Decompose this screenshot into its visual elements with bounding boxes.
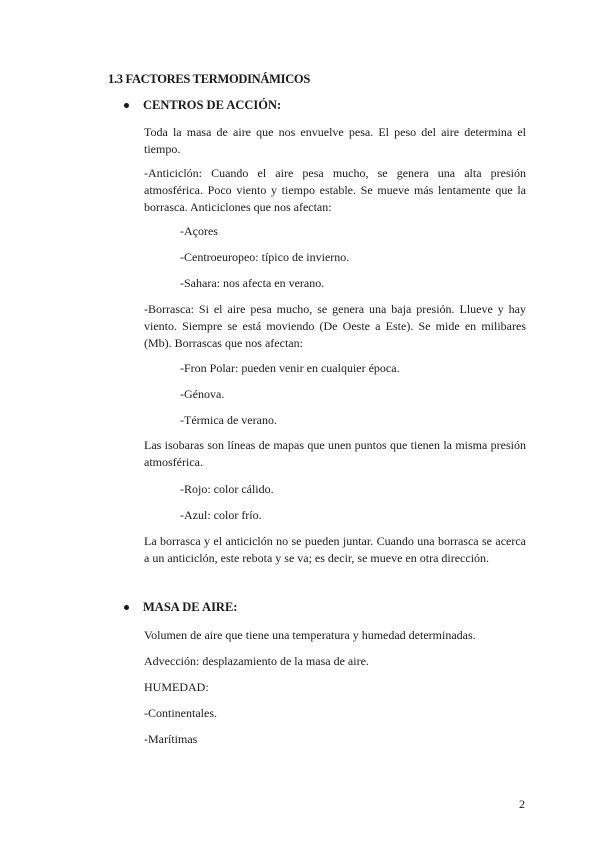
list-item-borrasca: -Fron Polar: pueden venir en cualquier época. bbox=[180, 361, 400, 375]
paragraph-adveccion: Advección: desplazamiento de la masa de aire. bbox=[144, 654, 369, 668]
bullet-dot-icon bbox=[124, 605, 129, 610]
masa-title: MASA DE AIRE: bbox=[143, 600, 238, 614]
paragraph-humedad: HUMEDAD: bbox=[144, 680, 209, 694]
list-item-anticiclon: -Sahara: nos afecta en verano. bbox=[180, 276, 325, 290]
list-item-color: -Rojo: color cálido. bbox=[180, 482, 274, 496]
bullet-centros-de-accion bbox=[124, 98, 281, 113]
centros-title: CENTROS DE ACCIÓN: bbox=[143, 98, 282, 112]
list-item-borrasca: -Térmica de verano. bbox=[180, 413, 277, 427]
list-item-color: -Azul: color frío. bbox=[180, 508, 262, 522]
list-item-borrasca: -Génova. bbox=[180, 387, 225, 401]
list-item-anticiclon: -Açores bbox=[180, 224, 218, 238]
bullet-dot-icon bbox=[124, 103, 129, 108]
list-item-tipo: -Continentales. bbox=[144, 706, 217, 720]
section-title: 1.3 FACTORES TERMODINÁMICOS bbox=[108, 72, 310, 86]
list-item-anticiclon: -Centroeuropeo: típico de invierno. bbox=[180, 250, 350, 264]
paragraph-borrasca: -Borrasca: Si el aire pesa mucho, se genera una baja presión. Llueve y hay viento. Siempre se está moviendo (De Oeste a Este). Se mide en milibares (Mb). Borrascas que nos afectan: bbox=[144, 302, 526, 350]
paragraph-isobaras: Las isobaras son líneas de mapas que unen puntos que tienen la misma presión atmosférica. bbox=[144, 438, 526, 469]
paragraph-intro: Toda la masa de aire que nos envuelve pesa. El peso del aire determina el tiempo. bbox=[144, 125, 526, 156]
paragraph-cierre: La borrasca y el anticiclón no se pueden juntar. Cuando una borrasca se acerca a un anticiclón, este rebota y se va; es decir, se mueve en otra dirección. bbox=[144, 534, 526, 565]
bullet-masa-de-aire bbox=[124, 600, 237, 615]
page-number: 2 bbox=[519, 797, 525, 811]
list-item-tipo: -Marítimas bbox=[144, 732, 198, 746]
paragraph-anticiclon: -Anticiclón: Cuando el aire pesa mucho, se genera una alta presión atmosférica. Poco viento y tiempo estable. Se mueve más lentamente que la borrasca. Anticiclones que nos afectan: bbox=[144, 166, 526, 214]
paragraph-definicion: Volumen de aire que tiene una temperatura y humedad determinadas. bbox=[144, 628, 476, 642]
